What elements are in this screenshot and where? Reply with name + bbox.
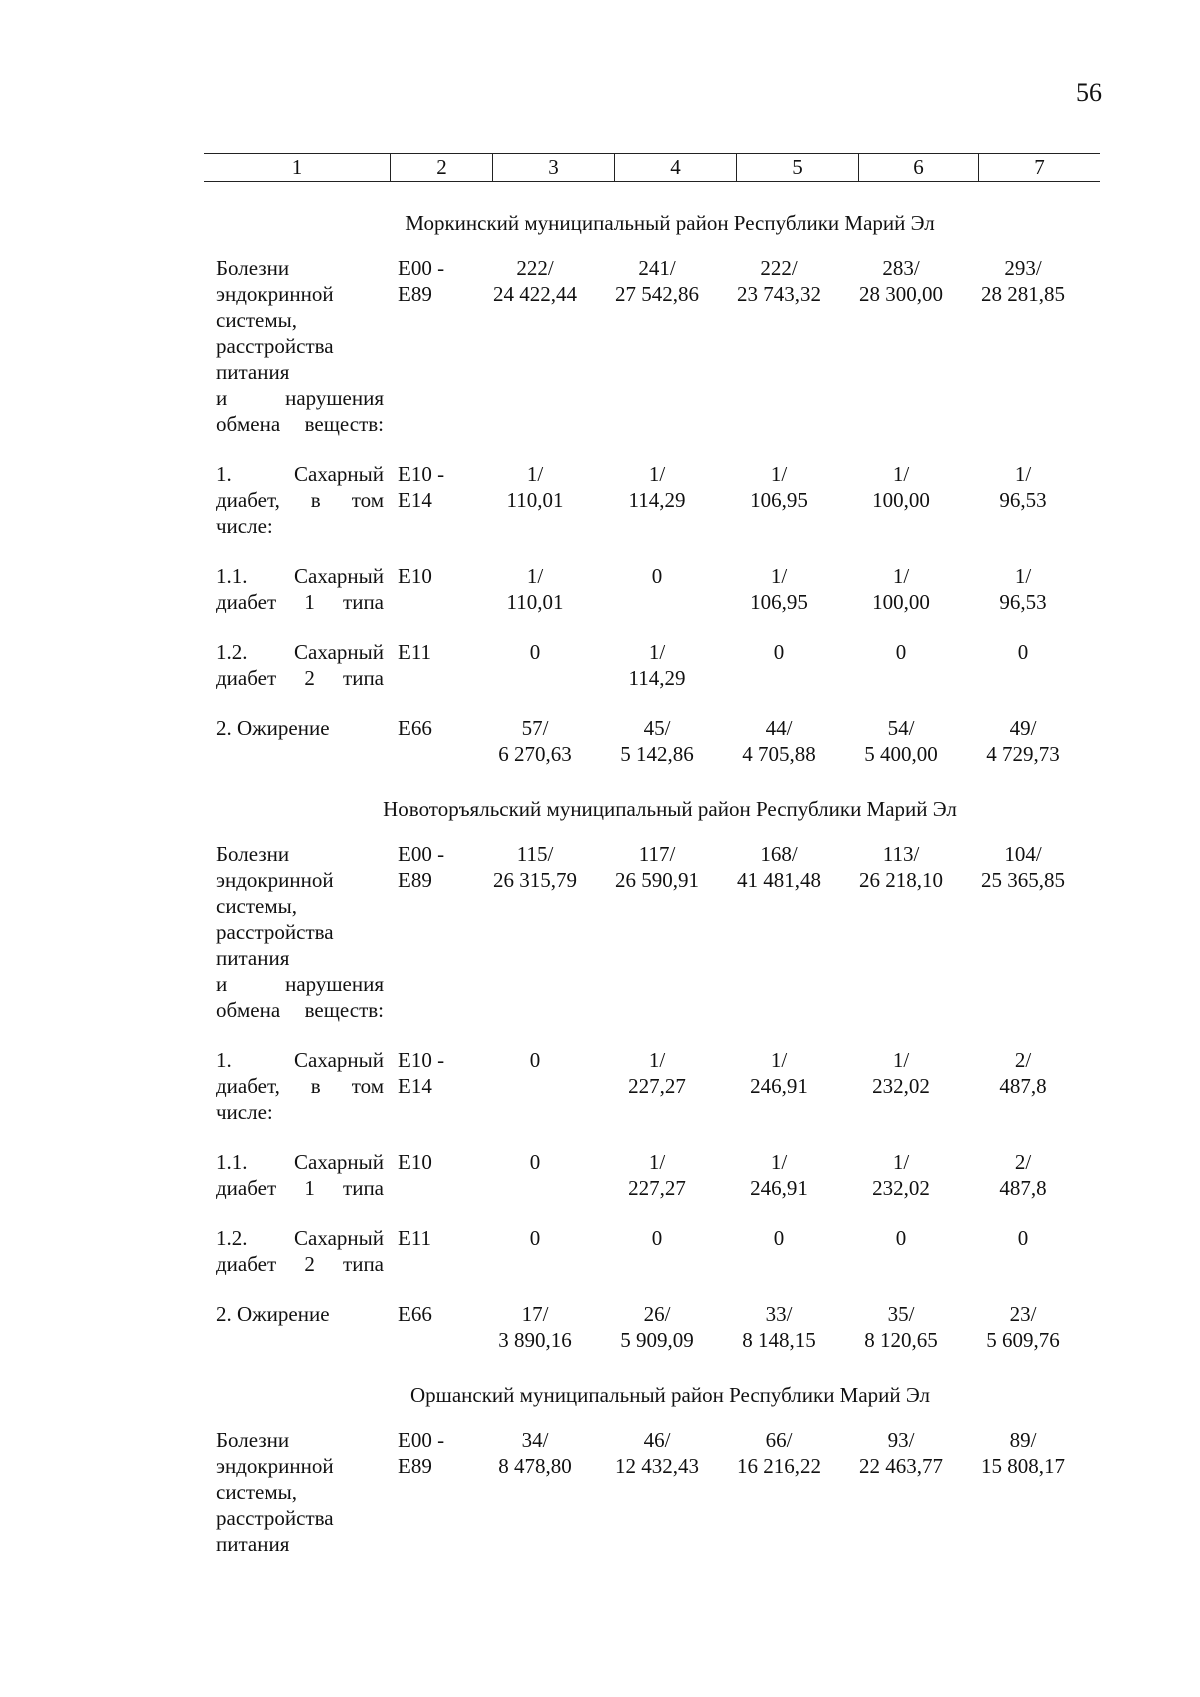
diagnosis-label-line: 2. Ожирение xyxy=(216,716,330,740)
diagnosis-label-line: системы, xyxy=(216,894,298,918)
diagnosis-label-line: Болезни xyxy=(216,256,290,280)
value-line: 26/ xyxy=(643,1302,671,1326)
page-number: 56 xyxy=(1076,78,1102,107)
diagnosis-label-line: эндокринной xyxy=(216,868,334,892)
value-line: 1/ xyxy=(648,640,666,664)
value-line: 24 422,44 xyxy=(493,282,577,306)
value-line: 487,8 xyxy=(999,1074,1047,1098)
value-line: 0 xyxy=(529,1048,541,1072)
value-line: 0 xyxy=(895,1226,907,1250)
value-line: 26 315,79 xyxy=(493,868,577,892)
value-cell xyxy=(840,461,962,539)
value-line: 106,95 xyxy=(750,488,808,512)
value-cell xyxy=(718,255,840,437)
value-line: 6 270,63 xyxy=(498,742,572,766)
icd-code-line: E10 - xyxy=(398,1048,445,1072)
diagnosis-label-line: 1.2. Сахарный xyxy=(216,1226,384,1250)
icd-code xyxy=(384,1047,474,1125)
icd-code xyxy=(384,841,474,1023)
value-line: 104/ xyxy=(1004,842,1042,866)
value-line: 246,91 xyxy=(750,1074,808,1098)
value-line: 25 365,85 xyxy=(981,868,1065,892)
value-cell xyxy=(474,715,596,767)
table-row xyxy=(216,1427,1096,1557)
value-line: 2/ xyxy=(1014,1048,1032,1072)
value-line: 17/ xyxy=(521,1302,549,1326)
icd-code-line: E66 xyxy=(398,716,432,740)
value-line: 45/ xyxy=(643,716,671,740)
value-cell xyxy=(718,841,840,1023)
header-cell: 5 xyxy=(736,154,858,181)
diagnosis-label xyxy=(216,1149,384,1201)
value-line: 0 xyxy=(529,1226,541,1250)
icd-code-line: E89 xyxy=(398,868,432,892)
value-cell xyxy=(840,1301,962,1353)
value-cell xyxy=(718,1149,840,1201)
value-cell xyxy=(474,1149,596,1201)
icd-code-line: E14 xyxy=(398,488,432,512)
diagnosis-label-line: Болезни xyxy=(216,842,290,866)
value-cell xyxy=(474,563,596,615)
diagnosis-label-line: системы, xyxy=(216,1480,298,1504)
table-row xyxy=(216,639,1096,691)
icd-code-line: E11 xyxy=(398,640,432,664)
value-cell xyxy=(840,1149,962,1201)
value-line: 1/ xyxy=(1014,564,1032,588)
value-line: 33/ xyxy=(765,1302,793,1326)
value-cell xyxy=(596,841,718,1023)
diagnosis-label-line: и нарушения xyxy=(216,386,384,410)
value-line: 0 xyxy=(651,1226,663,1250)
value-cell xyxy=(840,841,962,1023)
icd-code-line: E10 xyxy=(398,564,432,588)
value-line: 23 743,32 xyxy=(737,282,821,306)
value-line: 2/ xyxy=(1014,1150,1032,1174)
value-cell xyxy=(718,563,840,615)
value-line: 110,01 xyxy=(506,488,564,512)
value-line: 26 218,10 xyxy=(859,868,943,892)
value-line: 114,29 xyxy=(628,666,686,690)
value-line: 0 xyxy=(1017,640,1029,664)
value-line: 487,8 xyxy=(999,1176,1047,1200)
value-line: 4 705,88 xyxy=(742,742,816,766)
value-line: 34/ xyxy=(521,1428,549,1452)
diagnosis-label-line: диабет 1 типа xyxy=(216,590,384,614)
value-cell xyxy=(596,639,718,691)
value-cell xyxy=(596,1047,718,1125)
value-line: 49/ xyxy=(1009,716,1037,740)
value-cell xyxy=(596,461,718,539)
value-line: 44/ xyxy=(765,716,793,740)
diagnosis-label xyxy=(216,841,384,1023)
value-line: 96,53 xyxy=(999,488,1047,512)
value-cell xyxy=(718,1225,840,1277)
value-line: 0 xyxy=(651,564,663,588)
value-line: 100,00 xyxy=(872,590,930,614)
value-cell xyxy=(840,255,962,437)
icd-code-line: E11 xyxy=(398,1226,432,1250)
diagnosis-label xyxy=(216,1301,384,1353)
diagnosis-label-line: 1.2. Сахарный xyxy=(216,640,384,664)
value-cell xyxy=(474,255,596,437)
value-cell xyxy=(596,1149,718,1201)
value-line: 22 463,77 xyxy=(859,1454,943,1478)
value-cell xyxy=(596,563,718,615)
value-cell xyxy=(596,255,718,437)
section-title: Моркинский муниципальный район Республики Марий Эл xyxy=(405,211,935,235)
table-row xyxy=(216,461,1096,539)
value-line: 1/ xyxy=(648,1048,666,1072)
icd-code xyxy=(384,639,474,691)
value-line: 0 xyxy=(529,1150,541,1174)
icd-code-line: E00 - xyxy=(398,1428,445,1452)
icd-code-line: E10 xyxy=(398,1150,432,1174)
value-line: 28 300,00 xyxy=(859,282,943,306)
value-line: 5 609,76 xyxy=(986,1328,1060,1352)
value-line: 115/ xyxy=(516,842,554,866)
diagnosis-label-line: Болезни xyxy=(216,1428,290,1452)
table-row xyxy=(216,715,1096,767)
header-cell: 2 xyxy=(390,154,492,181)
value-line: 0 xyxy=(773,640,785,664)
value-line: 1/ xyxy=(648,462,666,486)
value-line: 12 432,43 xyxy=(615,1454,699,1478)
table-row xyxy=(216,1149,1096,1201)
header-cell: 1 xyxy=(291,155,303,179)
value-line: 16 216,22 xyxy=(737,1454,821,1478)
value-cell xyxy=(718,639,840,691)
value-line: 93/ xyxy=(887,1428,915,1452)
value-cell xyxy=(962,841,1084,1023)
value-cell xyxy=(474,1225,596,1277)
diagnosis-label-line: питания xyxy=(216,360,290,384)
value-line: 1/ xyxy=(526,564,544,588)
diagnosis-label-line: расстройства xyxy=(216,334,334,358)
diagnosis-label-line: и нарушения xyxy=(216,972,384,996)
value-line: 117/ xyxy=(638,842,676,866)
icd-code xyxy=(384,1149,474,1201)
value-line: 1/ xyxy=(770,564,788,588)
value-line: 1/ xyxy=(770,462,788,486)
diagnosis-label-line: системы, xyxy=(216,308,298,332)
value-cell xyxy=(718,1047,840,1125)
diagnosis-label-line: 2. Ожирение xyxy=(216,1302,330,1326)
value-line: 246,91 xyxy=(750,1176,808,1200)
value-line: 8 120,65 xyxy=(864,1328,938,1352)
table-row xyxy=(216,1301,1096,1353)
diagnosis-label-line: диабет 1 типа xyxy=(216,1176,384,1200)
value-cell xyxy=(840,715,962,767)
icd-code-line: E10 - xyxy=(398,462,445,486)
value-line: 227,27 xyxy=(628,1074,686,1098)
value-cell xyxy=(718,1301,840,1353)
value-line: 114,29 xyxy=(628,488,686,512)
value-line: 0 xyxy=(529,640,541,664)
value-cell xyxy=(840,1427,962,1557)
diagnosis-label-line: диабет 2 типа xyxy=(216,1252,384,1276)
diagnosis-label-line: обмена веществ: xyxy=(216,412,384,436)
diagnosis-label-line: диабет, в том xyxy=(216,1074,384,1098)
value-line: 1/ xyxy=(770,1048,788,1072)
icd-code xyxy=(384,1427,474,1557)
value-cell xyxy=(474,639,596,691)
value-cell xyxy=(840,1225,962,1277)
diagnosis-label-line: 1.1. Сахарный xyxy=(216,564,384,588)
value-line: 100,00 xyxy=(872,488,930,512)
diagnosis-label-line: эндокринной xyxy=(216,1454,334,1478)
diagnosis-label-line: 1. Сахарный xyxy=(216,1048,384,1072)
header-cell: 3 xyxy=(492,154,614,181)
diagnosis-label xyxy=(216,1047,384,1125)
value-line: 5 400,00 xyxy=(864,742,938,766)
diagnosis-label xyxy=(216,563,384,615)
diagnosis-label xyxy=(216,461,384,539)
value-cell xyxy=(596,1225,718,1277)
icd-code xyxy=(384,255,474,437)
diagnosis-label xyxy=(216,255,384,437)
icd-code xyxy=(384,715,474,767)
diagnosis-label-line: питания xyxy=(216,1532,290,1556)
value-line: 293/ xyxy=(1004,256,1042,280)
value-line: 232,02 xyxy=(872,1074,930,1098)
value-line: 232,02 xyxy=(872,1176,930,1200)
icd-code-line: E89 xyxy=(398,282,432,306)
value-line: 23/ xyxy=(1009,1302,1037,1326)
icd-code xyxy=(384,563,474,615)
icd-code xyxy=(384,1225,474,1277)
value-line: 1/ xyxy=(770,1150,788,1174)
diagnosis-label-line: эндокринной xyxy=(216,282,334,306)
icd-code-line: E00 - xyxy=(398,256,445,280)
icd-code xyxy=(384,461,474,539)
value-cell xyxy=(474,461,596,539)
value-line: 15 808,17 xyxy=(981,1454,1065,1478)
value-cell xyxy=(840,1047,962,1125)
value-line: 1/ xyxy=(648,1150,666,1174)
value-line: 41 481,48 xyxy=(737,868,821,892)
header-cell: 6 xyxy=(858,154,978,181)
value-line: 66/ xyxy=(765,1428,793,1452)
value-line: 57/ xyxy=(521,716,549,740)
value-cell xyxy=(962,639,1084,691)
value-line: 113/ xyxy=(882,842,920,866)
value-line: 241/ xyxy=(638,256,676,280)
value-cell xyxy=(474,1301,596,1353)
value-line: 1/ xyxy=(892,1048,910,1072)
value-cell xyxy=(962,715,1084,767)
value-line: 46/ xyxy=(643,1428,671,1452)
value-cell xyxy=(962,1225,1084,1277)
value-line: 54/ xyxy=(887,716,915,740)
value-line: 0 xyxy=(1017,1226,1029,1250)
column-number-header xyxy=(204,153,1100,182)
value-line: 8 148,15 xyxy=(742,1328,816,1352)
value-line: 227,27 xyxy=(628,1176,686,1200)
value-line: 27 542,86 xyxy=(615,282,699,306)
value-line: 0 xyxy=(895,640,907,664)
value-cell xyxy=(962,255,1084,437)
table-row xyxy=(216,563,1096,615)
value-line: 110,01 xyxy=(506,590,564,614)
value-line: 4 729,73 xyxy=(986,742,1060,766)
value-cell xyxy=(718,461,840,539)
value-cell xyxy=(962,1047,1084,1125)
value-cell xyxy=(474,1047,596,1125)
table-row xyxy=(216,841,1096,1023)
value-cell xyxy=(962,461,1084,539)
header-cell: 7 xyxy=(978,154,1100,181)
value-cell xyxy=(962,1427,1084,1557)
diagnosis-label-line: расстройства xyxy=(216,1506,334,1530)
diagnosis-label xyxy=(216,1427,384,1557)
diagnosis-label-line: диабет, в том xyxy=(216,488,384,512)
value-line: 89/ xyxy=(1009,1428,1037,1452)
value-line: 5 142,86 xyxy=(620,742,694,766)
diagnosis-label-line: расстройства xyxy=(216,920,334,944)
value-cell xyxy=(718,715,840,767)
value-line: 222/ xyxy=(760,256,798,280)
value-line: 3 890,16 xyxy=(498,1328,572,1352)
value-line: 283/ xyxy=(882,256,920,280)
value-line: 0 xyxy=(773,1226,785,1250)
icd-code-line: E00 - xyxy=(398,842,445,866)
section-title: Оршанский муниципальный район Республики Марий Эл xyxy=(410,1383,930,1407)
value-line: 1/ xyxy=(526,462,544,486)
table-row xyxy=(216,255,1096,437)
diagnosis-label-line: 1.1. Сахарный xyxy=(216,1150,384,1174)
value-line: 26 590,91 xyxy=(615,868,699,892)
value-line: 1/ xyxy=(892,1150,910,1174)
value-cell xyxy=(596,1427,718,1557)
value-line: 35/ xyxy=(887,1302,915,1326)
value-line: 96,53 xyxy=(999,590,1047,614)
value-cell xyxy=(596,1301,718,1353)
diagnosis-label-line: числе: xyxy=(216,514,273,538)
table-row xyxy=(216,1225,1096,1277)
value-cell xyxy=(840,563,962,615)
value-line: 1/ xyxy=(892,462,910,486)
diagnosis-label-line: 1. Сахарный xyxy=(216,462,384,486)
diagnosis-label-line: питания xyxy=(216,946,290,970)
icd-code-line: E89 xyxy=(398,1454,432,1478)
value-cell xyxy=(596,715,718,767)
value-cell xyxy=(718,1427,840,1557)
diagnosis-label xyxy=(216,639,384,691)
value-line: 222/ xyxy=(516,256,554,280)
value-line: 8 478,80 xyxy=(498,1454,572,1478)
value-line: 106,95 xyxy=(750,590,808,614)
diagnosis-label-line: числе: xyxy=(216,1100,273,1124)
statistics-table-body xyxy=(216,205,1096,1581)
value-cell xyxy=(962,1301,1084,1353)
value-cell xyxy=(840,639,962,691)
diagnosis-label xyxy=(216,715,384,767)
value-line: 1/ xyxy=(1014,462,1032,486)
icd-code-line: E66 xyxy=(398,1302,432,1326)
table-row xyxy=(216,1047,1096,1125)
value-line: 168/ xyxy=(760,842,798,866)
icd-code-line: E14 xyxy=(398,1074,432,1098)
diagnosis-label-line: обмена веществ: xyxy=(216,998,384,1022)
value-line: 28 281,85 xyxy=(981,282,1065,306)
value-line: 1/ xyxy=(892,564,910,588)
value-cell xyxy=(474,841,596,1023)
icd-code xyxy=(384,1301,474,1353)
header-cell: 4 xyxy=(614,154,736,181)
diagnosis-label-line: диабет 2 типа xyxy=(216,666,384,690)
value-cell xyxy=(474,1427,596,1557)
value-line: 5 909,09 xyxy=(620,1328,694,1352)
section-title: Новоторъяльский муниципальный район Республики Марий Эл xyxy=(383,797,957,821)
value-cell xyxy=(962,563,1084,615)
diagnosis-label xyxy=(216,1225,384,1277)
value-cell xyxy=(962,1149,1084,1201)
